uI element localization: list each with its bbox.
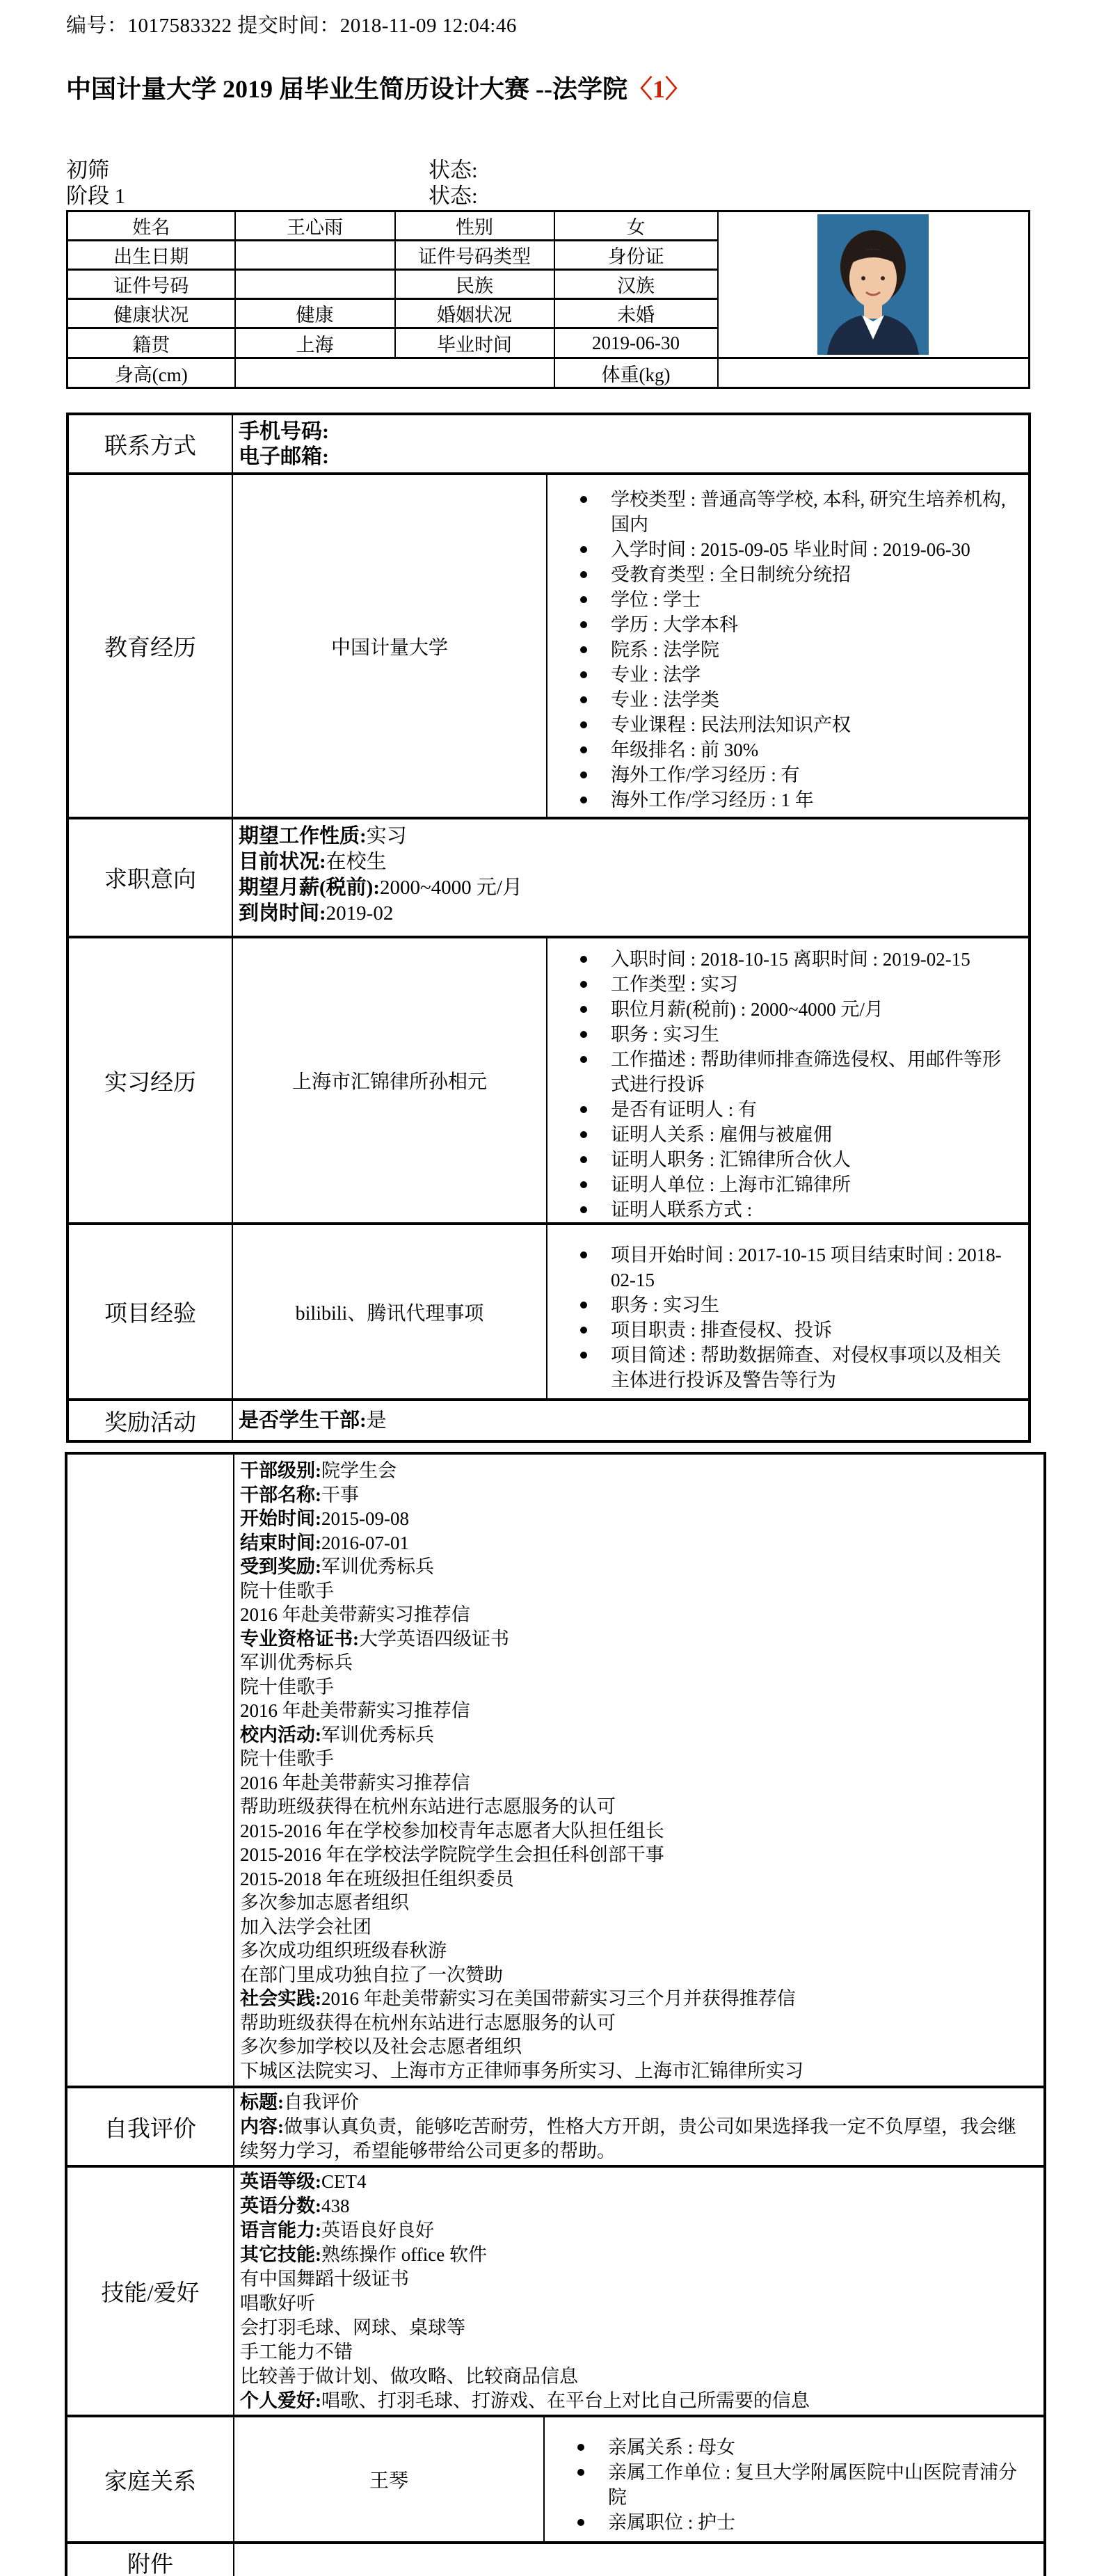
bullet-item: 专业课程 : 民法刑法知识产权 [611,712,1011,737]
stage-status-label: 状态: [429,184,478,208]
field-label: 英语等级: [240,2171,321,2192]
field-label: 手机号码: [239,420,329,443]
section-self-evaluation [66,2087,1045,2166]
bullet-item: 学历 : 大学本科 [611,612,1011,637]
table-row [67,211,1030,241]
internship-details [547,937,1030,1224]
field-value: 会打羽毛球、网球、桌球等 [240,2317,465,2338]
profile-table [66,210,1030,389]
field-line [239,445,1018,470]
field-line [239,875,1018,901]
section-family [66,2416,1045,2543]
field-value: 2016 年赴美带薪实习推荐信 [240,1700,470,1721]
education-bullet-list [547,480,1028,813]
bullet-item: 亲属工作单位 : 复旦大学附属医院中山医院青浦分院 [608,2460,1027,2510]
field-label: 结束时间: [240,1532,321,1553]
field-value: 下城区法院实习、上海市方正律师事务所实习、上海市汇锦律所实习 [240,2060,803,2081]
field-value: 健康 [235,299,395,328]
education-school: 中国计量大学 [232,474,547,818]
field-line [239,849,1018,875]
bullet-item: 亲属职位 : 护士 [608,2510,1027,2535]
field-value: 唱歌好听 [240,2293,315,2314]
field-label: 证件号码 [67,270,235,299]
page-title-text: 中国计量大学 2019 届毕业生简历设计大赛 --法学院 [66,75,627,103]
field-value: 院十佳歌手 [240,1748,334,1769]
skills-content [234,2166,1045,2416]
field-line [240,1627,1032,1651]
field-line [239,1408,1023,1434]
field-line [240,1987,1032,2011]
field-value: 2016-07-01 [321,1532,409,1553]
field-value: 手工能力不错 [240,2342,353,2362]
field-value: 帮助班级获得在杭州东站进行志愿服务的认可 [240,1796,616,1817]
field-value: 2000~4000 元/月 [379,877,522,899]
field-value: 2019-02 [326,902,394,925]
field-label: 专业资格证书: [240,1628,359,1649]
page-title-tag: 〈1〉 [627,75,690,103]
field-line [240,2035,1032,2059]
bullet-item: 项目开始时间 : 2017-10-15 项目结束时间 : 2018-02-15 [611,1242,1011,1293]
field-line [240,1963,1032,1987]
bullet-item: 是否有证明人 : 有 [611,1097,1011,1122]
section-attachment [66,2543,1045,2576]
field-label: 干部级别: [240,1460,321,1481]
field-line [240,2365,1032,2389]
section-award [67,1400,1030,1441]
applicant-photo-cell [718,211,1030,358]
education-details [547,474,1030,818]
field-line [240,1579,1032,1603]
bullet-item: 入职时间 : 2018-10-15 离职时间 : 2019-02-15 [611,947,1011,972]
section-label-internship: 实习经历 [67,937,232,1224]
field-value: 唱歌、打羽毛球、打游戏、在平台上对比自己所需要的信息 [321,2390,810,2411]
section-label-skills: 技能/爱好 [66,2166,234,2416]
field-label: 干部名称: [240,1484,321,1505]
stage-status-label: 状态: [429,158,478,182]
field-line [240,1891,1032,1915]
bullet-item: 工作类型 : 实习 [611,972,1011,997]
section-label-self-evaluation: 自我评价 [66,2087,234,2166]
bullet-item: 专业 : 法学 [611,662,1011,687]
field-label: 民族 [395,270,554,299]
field-label: 期望工作性质: [239,825,367,847]
field-label: 开始时间: [240,1508,321,1529]
contact-content [232,414,1030,474]
bullet-item: 海外工作/学习经历 : 有 [611,762,1011,787]
resume-sections-table [66,413,1031,1443]
field-line [240,1939,1032,1963]
family-details [544,2416,1045,2543]
field-line [240,1483,1032,1507]
bullet-item: 亲属关系 : 母女 [608,2435,1027,2460]
section-label-award: 奖励活动 [67,1400,232,1441]
section-label-project: 项目经验 [67,1224,232,1400]
section-objective [67,818,1030,937]
field-label: 是否学生干部: [239,1409,367,1432]
field-label: 其它技能: [240,2244,321,2265]
field-value: 实习 [366,825,407,847]
family-bullet-list [545,2424,1043,2535]
field-value: 加入法学会社团 [240,1916,371,1937]
bullet-item: 学校类型 : 普通高等学校, 本科, 研究生培养机构, 国内 [611,487,1011,537]
field-value: 多次成功组织班级春秋游 [240,1940,447,1961]
field-label: 电子邮箱: [239,445,329,468]
section-label-attachment: 附件 [66,2543,234,2576]
field-line [240,1699,1032,1723]
field-line [240,2011,1032,2035]
bullet-item: 海外工作/学习经历 : 1 年 [611,787,1011,813]
field-value: 438 [321,2195,350,2216]
field-label: 籍贯 [67,328,235,358]
field-line [240,1819,1032,1843]
field-line [240,1915,1032,1939]
section-project [67,1224,1030,1400]
field-line [240,2194,1032,2218]
bullet-item: 项目职责 : 排查侵权、投诉 [611,1318,1011,1343]
field-label: 英语分数: [240,2195,321,2216]
field-value: 军训优秀标兵 [321,1556,434,1577]
section-internship [67,937,1030,1224]
stage-row-screening [66,152,831,182]
field-line [240,1651,1032,1675]
field-value: 女 [554,211,718,241]
field-label: 体重(kg) [554,358,718,388]
field-value: 帮助班级获得在杭州东站进行志愿服务的认可 [240,2012,616,2033]
field-line [240,2115,1032,2163]
field-line [240,1747,1032,1771]
field-value: 熟练操作 office 软件 [321,2244,487,2265]
section-skills [66,2166,1045,2416]
field-line [240,2059,1032,2083]
field-value: 汉族 [554,270,718,299]
field-line [240,2316,1032,2340]
bullet-item: 证明人单位 : 上海市汇锦律所 [611,1172,1011,1197]
field-line [240,2389,1032,2413]
field-value: 2015-2016 年在学校参加校青年志愿者大队担任组长 [240,1820,664,1841]
internship-employer: 上海市汇锦律所孙相元 [232,937,547,1224]
attachment-content [234,2543,1045,2576]
stage-label: 初筛 [66,158,109,182]
field-line [239,824,1018,849]
stage-row-phase1 [66,178,831,208]
bullet-item: 受教育类型 : 全日制统分统招 [611,562,1011,587]
field-value: 2016 年赴美带薪实习推荐信 [240,1604,470,1625]
field-label: 内容: [240,2116,284,2137]
field-line [240,2340,1032,2365]
award-content [232,1400,1030,1441]
field-value [235,241,395,270]
field-value: 大学英语四级证书 [359,1628,509,1649]
objective-content [232,818,1030,937]
bullet-item: 职位月薪(税前) : 2000~4000 元/月 [611,997,1011,1022]
field-label: 到岗时间: [239,902,326,925]
section-label-education: 教育经历 [67,474,232,818]
activities-content [234,1453,1045,2087]
section-contact [67,414,1030,474]
bullet-item: 证明人职务 : 汇锦律所合伙人 [611,1147,1011,1172]
field-line [240,2218,1032,2243]
field-line [240,1795,1032,1819]
field-label: 目前状况: [239,851,326,873]
field-value: 身份证 [554,241,718,270]
field-value [235,358,554,388]
field-value: 做事认真负责，能够吃苦耐劳，性格大方开朗，贵公司如果选择我一定不负厚望，我会继续努力学习，希望能够带给公司更多的帮助。 [240,2116,1016,2161]
field-label: 标题: [240,2092,284,2113]
section-label-contact: 联系方式 [67,414,232,474]
field-label: 受到奖励: [240,1556,321,1577]
field-value [718,358,1030,388]
project-details [547,1224,1030,1400]
award-lines [233,1408,1028,1434]
field-value: 自我评价 [284,2092,359,2113]
table-row [67,358,1030,388]
field-value: 未婚 [554,299,718,328]
field-value: 上海 [235,328,395,358]
field-value: 王心雨 [235,211,395,241]
field-value: 2016 年赴美带薪实习在美国带薪实习三个月并获得推荐信 [321,1988,796,2009]
field-label: 姓名 [67,211,235,241]
internship-bullet-list [547,938,1028,1222]
bullet-item: 学位 : 学士 [611,587,1011,612]
field-value: 院十佳歌手 [240,1676,334,1697]
field-value: 有中国舞蹈十级证书 [240,2269,409,2289]
field-label: 婚姻状况 [395,299,554,328]
field-line [240,1675,1032,1699]
stage-label: 阶段 1 [66,184,126,208]
field-value: 英语良好良好 [321,2220,434,2241]
field-value: 多次参加志愿者组织 [240,1892,409,1913]
bullet-item: 职务 : 实习生 [611,1293,1011,1318]
bullet-item: 职务 : 实习生 [611,1022,1011,1047]
bullet-item: 年级排名 : 前 30% [611,737,1011,762]
field-value: 军训优秀标兵 [240,1652,353,1673]
section-label-objective: 求职意向 [67,818,232,937]
field-value: 是 [366,1409,387,1432]
section-label-family: 家庭关系 [66,2416,234,2543]
field-label: 性别 [395,211,554,241]
field-value: 干事 [321,1484,359,1505]
field-line [240,1459,1032,1483]
activities-lines [234,1455,1043,2086]
field-label: 毕业时间 [395,328,554,358]
field-line [240,2267,1032,2291]
field-line [240,1867,1032,1891]
section-activities [66,1453,1045,2087]
skills-lines [234,2168,1043,2415]
field-label: 健康状况 [67,299,235,328]
bullet-item: 项目简述 : 帮助数据筛查、对侵权事项以及相关主体进行投诉及警告等行为 [611,1343,1011,1393]
field-label: 校内活动: [240,1724,321,1745]
field-label: 出生日期 [67,241,235,270]
field-value: 在校生 [326,851,387,873]
field-value: CET4 [321,2171,367,2192]
field-label: 个人爱好: [240,2390,321,2411]
field-line [240,2090,1032,2115]
field-value: 军训优秀标兵 [321,1724,434,1745]
field-value [235,270,395,299]
field-value: 2015-2016 年在学校法学院院学生会担任科创部干事 [240,1844,664,1865]
field-value: 2016 年赴美带薪实习推荐信 [240,1772,470,1793]
serial-line: 编号：1017583322 提交时间：2018-11-09 12:04:46 [66,15,517,37]
bullet-item: 院系 : 法学院 [611,637,1011,662]
project-bullet-list [547,1231,1028,1393]
field-value: 院十佳歌手 [240,1580,334,1601]
field-value: 2015-09-08 [321,1508,409,1529]
field-label: 证件号码类型 [395,241,554,270]
field-line [239,901,1018,927]
field-line [240,1723,1032,1747]
bullet-item: 证明人关系 : 雇佣与被雇佣 [611,1122,1011,1147]
field-line [240,1507,1032,1531]
field-line [240,2243,1032,2267]
self-evaluation-content [234,2087,1045,2166]
bullet-item: 入学时间 : 2015-09-05 毕业时间 : 2019-06-30 [611,537,1011,562]
field-value: 比较善于做计划、做攻略、比较商品信息 [240,2366,578,2387]
activities-table [65,1452,1046,2576]
field-label: 社会实践: [240,1988,321,2009]
bullet-item: 专业 : 法学类 [611,687,1011,712]
field-label: 身高(cm) [67,358,235,388]
project-name: bilibili、腾讯代理事项 [232,1224,547,1400]
section-education [67,474,1030,818]
field-line [240,2291,1032,2316]
bullet-item: 工作描述 : 帮助律师排查筛选侵权、用邮件等形式进行投诉 [611,1047,1011,1097]
field-line [240,2170,1032,2194]
field-value: 在部门里成功独自拉了一次赞助 [240,1964,503,1985]
field-line [239,419,1018,445]
field-line [240,1555,1032,1579]
activities-label-cell [66,1453,234,2087]
field-line [240,1843,1032,1867]
field-label: 期望月薪(税前): [239,877,380,899]
field-value: 多次参加学校以及社会志愿者组织 [240,2036,522,2057]
applicant-photo [817,214,929,355]
field-label: 语言能力: [240,2220,321,2241]
field-line [240,1603,1032,1627]
objective-lines [233,819,1028,929]
field-value: 院学生会 [321,1460,397,1481]
self-evaluation-lines [234,2088,1043,2165]
bullet-item: 证明人联系方式 : [611,1197,1011,1222]
field-line [240,1771,1032,1795]
field-line [240,1531,1032,1555]
family-member-name: 王琴 [234,2416,544,2543]
field-value: 2015-2018 年在班级担任组织委员 [240,1868,514,1889]
page-title [66,70,690,105]
field-value: 2019-06-30 [554,328,718,358]
contact-lines [233,415,1028,472]
